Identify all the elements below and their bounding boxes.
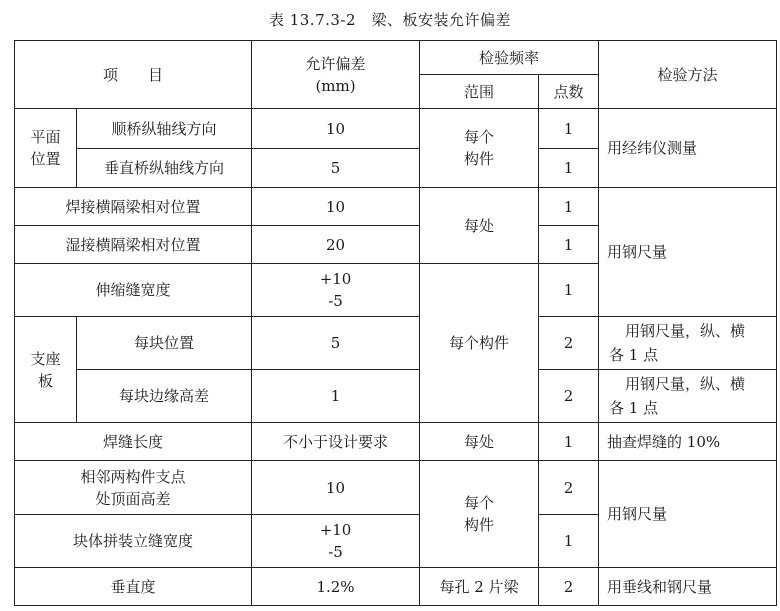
- along-axis-label: 顺桥纵轴线方向: [77, 109, 252, 149]
- verticality-tolerance: 1.2%: [252, 568, 420, 606]
- weld-diaphragm-tolerance: 10: [252, 188, 420, 226]
- table-row: [15, 317, 777, 370]
- block-position-method-line2: 各 1 点: [609, 346, 659, 364]
- tolerance-table: [14, 40, 777, 606]
- table-caption: 表 13.7.3-2 梁、板安装允许偏差: [268, 11, 512, 29]
- plane-method: 用经纬仪测量: [599, 109, 777, 188]
- block-joint-label: 块体拼装立缝宽度: [15, 515, 252, 568]
- weld-length-method: 抽查焊缝的 10%: [599, 423, 777, 461]
- joint-width-tolerance: [252, 264, 420, 317]
- header-tolerance-line1: 允许偏差: [305, 54, 366, 73]
- along-axis-tolerance: 10: [252, 109, 420, 149]
- joint-width-tol-plus: +10: [319, 270, 352, 288]
- header-range: 范围: [420, 75, 539, 109]
- block-position-points: 2: [539, 317, 599, 370]
- perp-axis-tolerance: 5: [252, 149, 420, 188]
- bearing-line2: 板: [37, 371, 53, 390]
- block-position-method-line1: 用钢尺量，纵、横: [625, 322, 746, 340]
- wet-diaphragm-label: 湿接横隔梁相对位置: [15, 226, 252, 264]
- adjacent-label: [15, 461, 252, 515]
- plane-range: [420, 109, 539, 188]
- verticality-range: 每孔 2 片梁: [420, 568, 539, 606]
- joint-width-tol-minus: -5: [328, 292, 343, 310]
- wet-diaphragm-points: 1: [539, 226, 599, 264]
- block-joint-tol-plus: +10: [319, 521, 352, 539]
- joint-width-label: 伸缩缝宽度: [15, 264, 252, 317]
- block-edge-points: 2: [539, 370, 599, 423]
- adjacent-range-line1: 每个: [464, 494, 495, 512]
- header-tolerance-line2: (mm): [315, 76, 356, 95]
- table-row: [15, 568, 777, 606]
- block-edge-method-line2: 各 1 点: [609, 399, 659, 417]
- block-edge-method-line1: 用钢尺量，纵、横: [625, 375, 746, 393]
- perp-axis-points: 1: [539, 149, 599, 188]
- header-method: 检验方法: [599, 41, 777, 109]
- joint-width-points: 1: [539, 264, 599, 317]
- table-row: [15, 188, 777, 226]
- along-axis-points: 1: [539, 109, 599, 149]
- perp-axis-label: 垂直桥纵轴线方向: [77, 149, 252, 188]
- plane-position-line2: 位置: [30, 150, 61, 168]
- weld-length-tolerance: 不小于设计要求: [252, 423, 420, 461]
- block-joint-tolerance: [252, 515, 420, 568]
- plane-position-line1: 平面: [30, 128, 61, 146]
- diaphragm-range: 每处: [420, 188, 539, 264]
- adjacent-range: [420, 461, 539, 568]
- verticality-points: 2: [539, 568, 599, 606]
- adjacent-line1: 相邻两构件支点: [80, 467, 186, 486]
- bearing-range: 每个构件: [420, 264, 539, 423]
- header-row: [15, 41, 777, 75]
- header-frequency: 检验频率: [420, 41, 599, 75]
- block-joint-points: 1: [539, 515, 599, 568]
- table-row: [15, 370, 777, 423]
- plane-range-line2: 构件: [464, 150, 495, 168]
- block-position-tolerance: 5: [252, 317, 420, 370]
- adjacent-method: 用钢尺量: [599, 461, 777, 568]
- adjacent-range-line2: 构件: [464, 516, 495, 534]
- weld-length-points: 1: [539, 423, 599, 461]
- block-edge-method: [599, 370, 777, 423]
- block-joint-tol-minus: -5: [328, 543, 343, 561]
- weld-diaphragm-label: 焊接横隔梁相对位置: [15, 188, 252, 226]
- table-row: [15, 109, 777, 149]
- block-edge-label: 每块边缘高差: [77, 370, 252, 423]
- weld-length-range: 每处: [420, 423, 539, 461]
- plane-range-line1: 每个: [464, 128, 495, 146]
- adjacent-line2: 处顶面高差: [95, 489, 171, 508]
- wet-diaphragm-tolerance: 20: [252, 226, 420, 264]
- table-row: [15, 461, 777, 515]
- plane-position-label: [15, 109, 77, 188]
- bearing-label: [15, 317, 77, 423]
- block-position-label: 每块位置: [77, 317, 252, 370]
- header-tolerance: [252, 41, 420, 109]
- block-edge-tolerance: 1: [252, 370, 420, 423]
- verticality-method: 用垂线和钢尺量: [599, 568, 777, 606]
- diaphragm-method: 用钢尺量: [599, 188, 777, 317]
- table-row: [15, 423, 777, 461]
- weld-diaphragm-points: 1: [539, 188, 599, 226]
- block-position-method: [599, 317, 777, 370]
- bearing-line1: 支座: [30, 349, 61, 368]
- verticality-label: 垂直度: [15, 568, 252, 606]
- weld-length-label: 焊缝长度: [15, 423, 252, 461]
- header-item: 项 目: [15, 41, 252, 109]
- header-points: 点数: [539, 75, 599, 109]
- adjacent-tolerance: 10: [252, 461, 420, 515]
- adjacent-points: 2: [539, 461, 599, 515]
